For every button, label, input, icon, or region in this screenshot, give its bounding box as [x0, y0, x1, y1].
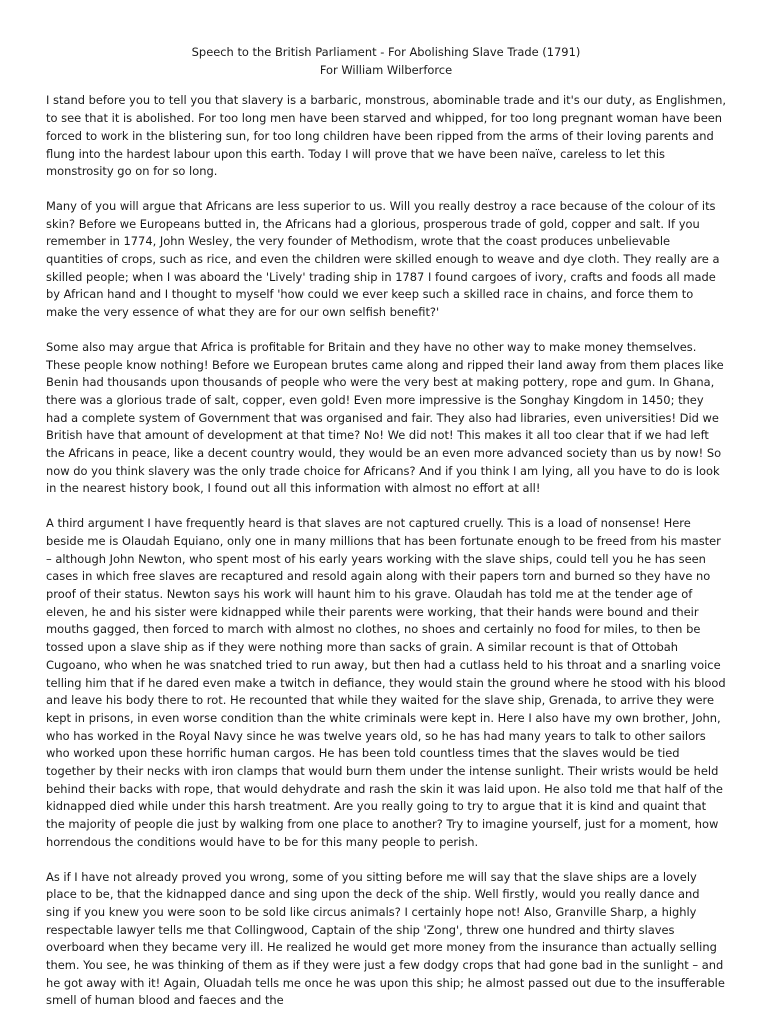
paragraph-intro: I stand before you to tell you that slavery is a barbaric, monstrous, abominable trade and it's our duty, as Englishmen, to see that it is abolished. For too long men have been starved and whipped, for too long pregnant woman have been forced to work in the blistering sun, for too long children have been ripped from the arms of their loving parents and flung into the hardest labour upon this earth. Today I will prove that we have been naïve, careless to let this monstrosity go on for so long. — [46, 93, 726, 179]
paragraph-africans-skilled: Many of you will argue that Africans are less superior to us. Will you really destroy a race because of the colour of its skin? Before we Europeans butted in, the Africans had a glorious, prosperous trade of gold, copper and salt. If you remember in 1774, John Wesley, the very founder of Methodism, wrote that the coast produces unbelievable quantities of crops, such as rice, and even the children were skilled enough to weave and dye cloth. They really are a skilled people; when I was aboard the 'Lively' trading ship in 1787 I found cargoes of ivory, crafts and foods all made by African hand and I thought to myself 'how could we ever keep such a skilled race in chains, and force them to make the very essence of what they are for our own selfish benefit?' — [46, 198, 720, 320]
paragraph-slave-ships: As if I have not already proved you wrong, some of you sitting before me will say that the slave ships are a lovely place to be, that the kidnapped dance and sing upon the deck of the ship. Well firstly, would you really dance and sing if you knew you were soon to be sold like circus animals? I certainly hope not! Also, Granville Sharp, a highly respectable lawyer tells me that Collingwood, Captain of the ship 'Zong', threw one hundred and thirty slaves overboard when they became very ill. He realized he would get more money from the insurance than actually selling them. You see, he was thinking of them as if they were just a few dodgy crops that had gone bad in the sunlight – and he got away with it! Again, Oluadah tells me once he was upon this ship; he almost passed out due to the insufferable smell of human blood and faeces and the — [46, 869, 725, 1008]
title-line-1: Speech to the British Parliament - For Abolishing Slave Trade (1791) — [191, 45, 581, 59]
document-page — [46, 44, 726, 1027]
title-line-2: For William Wilberforce — [319, 62, 453, 77]
paragraph-captured-cruelly: A third argument I have frequently heard is that slaves are not captured cruelly. This is a load of nonsense! Here beside me is Olaudah Equiano, only one in many millions that has been fortunate enough to be freed from his master – although John Newton, who spent most of his early years working with the slave ships, could tell you he has seen cases in which free slaves are recaptured and resold again along with their papers torn and burned so they have no proof of their status. Newton says his work will haunt him to his grave. Olaudah has told me at the tender age of eleven, he and his sister were kidnapped while their parents were working, that their hands were bound and their mouths gagged, then forced to march with almost no clothes, no shoes and certainly no food for miles, to then be tossed upon a slave ship as if they were nothing more than sacks of grain. A similar recount is that of Ottobah Cugoano, who when he was snatched tried to run away, but then had a cutlass held to his throat and a snarling voice telling him that if he dared even make a twitch in defiance, they would stain the ground where he stood with his blood and leave his body there to rot. He recounted that while they waited for the slave ship, Grenada, to arrive they were kept in prisons, in even worse condition than the white criminals were kept in. Here I also have my own brother, John, who has worked in the Royal Navy since he was twelve years old, so he has had many years to talk to other sailors who worked upon these horrific human cargos. He has been told countless times that the slaves would be tied together by their necks with iron clamps that would burn them under the intense sunlight. Their wrists would be held behind their backs with rope, that would dehydrate and rash the skin it was laid upon. He also told me that half of the kidnapped died while under this harsh treatment. Are you really going to try to argue that it is kind and quaint that the majority of people die just by walking from one place to another? Try to imagine yourself, just for a moment, how horrendous the conditions would have to be for this many people to perish. — [46, 516, 726, 849]
paragraph-africa-profitable: Some also may argue that Africa is profitable for Britain and they have no other way to make money themselves. These people know nothing! Before we European brutes came along and ripped their land away from them places like Benin had thousands upon thousands of people who were the very best at making pottery, rope and gum. In Ghana, there was a glorious trade of salt, copper, even gold! Even more impressive is the Songhay Kingdom in 1450; they had a complete system of Government that was organised and fair. They also had libraries, even universities! Did we British have that amount of development at that time? No! We did not! This makes it all too clear that if we had left the Africans in peace, like a decent country would, they would be an even more advanced society than us by now! So now do you think slavery was the only trade choice for Africans? And if you think I am lying, all you have to do is look in the nearest history book, I found out all this information with almost no effort at all! — [46, 339, 724, 496]
document-title — [46, 44, 726, 79]
